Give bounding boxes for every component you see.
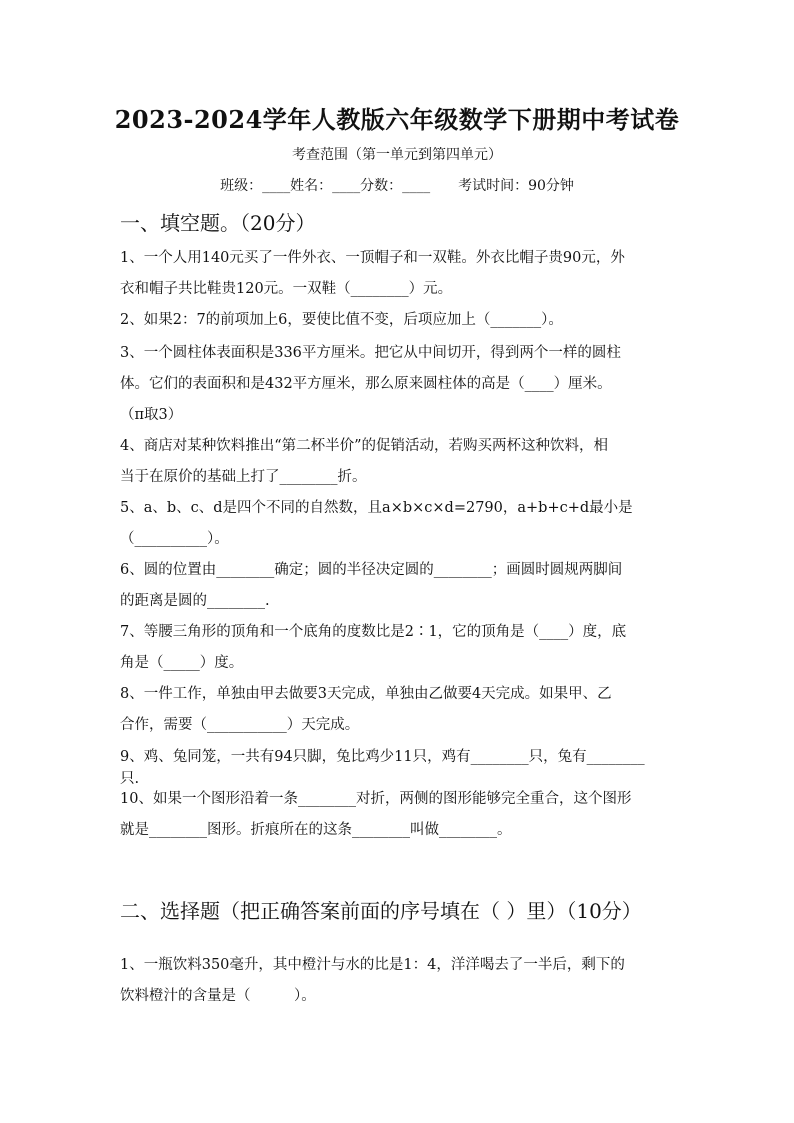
question-line: 当于在原价的基础上打了________折。 — [120, 469, 367, 485]
question-line: 1、一个人用140元买了一件外衣、一顶帽子和一双鞋。外衣比帽子贵90元，外 — [120, 250, 625, 266]
question-1-2 — [120, 305, 680, 336]
question-line: 饮料橙汁的含量是（ ）。 — [120, 988, 316, 1004]
question-line: 只. — [120, 771, 140, 787]
question-line: （π取3） — [120, 407, 183, 423]
question-1-5 — [120, 493, 680, 555]
question-line: 1、一瓶饮料350毫升，其中橙汁与水的比是1：4，洋洋喝去了一半后，剩下的 — [120, 957, 625, 973]
exam-title: 2023-2024学年人教版六年级数学下册期中考试卷 — [114, 105, 680, 134]
question-line: 体。它们的表面积和是432平方厘米，那么原来圆柱体的高是（____）厘米。 — [120, 376, 612, 392]
question-line: 9、鸡、兔同笼，一共有94只脚，兔比鸡少11只，鸡有________只，兔有________ — [120, 749, 645, 765]
question-line: 就是________图形。折痕所在的这条________叫做________。 — [120, 822, 512, 838]
question-line: 5、a、b、c、d是四个不同的自然数，且a×b×c×d=2790，a+b+c+d最小是 — [120, 500, 633, 516]
question-line: 2、如果2：7的前项加上6，要使比值不变，后项应加上（_______）。 — [120, 312, 563, 328]
question-line: 角是（_____）度。 — [120, 655, 244, 671]
question-1-3 — [120, 338, 680, 431]
exam-scope: 考查范围（第一单元到第四单元） — [292, 147, 502, 163]
question-line: 3、一个圆柱体表面积是336平方厘米。把它从中间切开，得到两个一样的圆柱 — [120, 345, 621, 361]
question-line: 的距离是圆的________. — [120, 593, 270, 609]
question-line: 6、圆的位置由________确定；圆的半径决定圆的________；画圆时圆规两脚间 — [120, 562, 623, 578]
question-1-7 — [120, 617, 680, 679]
question-1-6 — [120, 555, 680, 617]
question-line: （__________）。 — [120, 531, 229, 547]
student-info-line: 班级：____姓名：____分数：____ 考试时间：90分钟 — [220, 178, 574, 194]
question-1-4 — [120, 431, 680, 493]
question-1-10 — [120, 784, 680, 846]
question-line: 8、一件工作，单独由甲去做要3天完成，单独由乙做要4天完成。如果甲、乙 — [120, 686, 612, 702]
question-line: 合作，需要（___________）天完成。 — [120, 717, 360, 733]
section-2-heading: 二、选择题（把正确答案前面的序号填在（ ）里）（10分） — [120, 899, 642, 923]
question-line: 4、商店对某种饮料推出“第二杯半价”的促销活动，若购买两杯这种饮料，相 — [120, 438, 609, 454]
question-line: 7、等腰三角形的顶角和一个底角的度数比是2∶1，它的顶角是（____）度，底 — [120, 624, 627, 640]
question-1-1 — [120, 243, 680, 305]
question-2-1 — [120, 950, 680, 1012]
question-line: 衣和帽子共比鞋贵120元。一双鞋（________）元。 — [120, 281, 453, 297]
question-line: 10、如果一个图形沿着一条________对折，两侧的图形能够完全重合，这个图形 — [120, 791, 632, 807]
question-1-8 — [120, 679, 680, 741]
section-1-heading: 一、填空题。（20分） — [120, 211, 316, 235]
